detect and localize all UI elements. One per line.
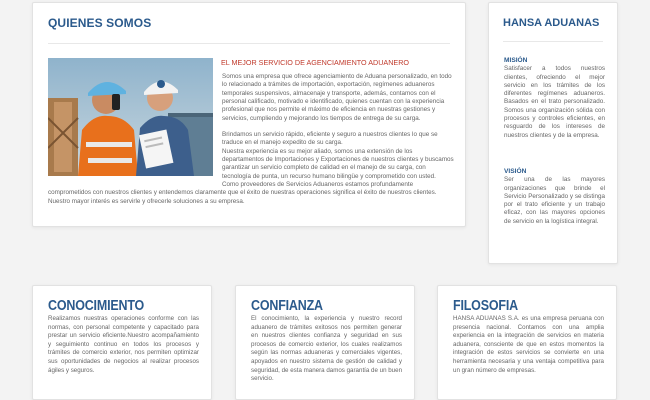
card-text: Realizamos nuestras operaciones conforme con las normas, con personal competente y capacitado para prestar un servicio eficiente.Nuestro acompañamiento y seguimiento continuo en todos los procesos y trámites de comercio exterior, nos permiten optimizar sus oportunidades de negocios al realizar procesos ágiles y seguros. bbox=[48, 315, 199, 374]
card-title: CONFIANZA bbox=[251, 298, 323, 314]
card-filosofia bbox=[437, 285, 617, 400]
vision-text: Ser una de las mayores organizaciones que brinde el Servicio Personalizado y se distinga por el trato eficiente y un trabajo eficaz, con las mayores opciones de servicio en la logística integral. bbox=[504, 176, 605, 225]
about-subtitle: EL MEJOR SERVICIO DE AGENCIAMIENTO ADUANERO bbox=[221, 58, 409, 67]
about-paragraph: Como proveedores de Servicios Aduaneros estamos profundamente comprometidos con nuestros clientes y entendemos claramente que el éxito de nuestras operaciones significa el éxito de nuestros clientes. Nuestro mayor interés es servirle y ofrecerle soluciones a su empresa. bbox=[48, 181, 437, 205]
about-title: QUIENES SOMOS bbox=[48, 16, 152, 30]
about-paragraph: Brindamos un servicio rápido, eficiente y seguro a nuestros clientes lo que se traduce en el manejo expedito de su carga. bbox=[222, 131, 438, 147]
card-title: CONOCIMIENTO bbox=[48, 298, 145, 314]
card-text: HANSA ADUANAS S.A. es una empresa peruana con presencia nacional. Contamos con una amplia experiencia en la integración de servicios en materia aduanera, consciente de que en estos momentos la integración de estos servicios se convierte en una herramienta necesaria y una ventaja competitiva para un gran número de empresas. bbox=[453, 315, 604, 374]
mision-block bbox=[504, 57, 605, 140]
mision-text: Satisfacer a todos nuestros clientes, ofreciendo el mejor servicio en los trámites de los diferentes regímenes aduaneros. Basados en el trato personalizado. Somos una organización sólida con procesos y controles eficientes, en resguardo de los intereses de nuestros clientes y de la empresa. bbox=[504, 65, 605, 139]
card-confianza bbox=[235, 285, 415, 400]
vision-block bbox=[504, 168, 605, 226]
mision-heading: MISIÓN bbox=[504, 57, 528, 64]
about-divider bbox=[48, 43, 450, 44]
about-panel bbox=[32, 2, 466, 227]
company-panel bbox=[488, 2, 618, 264]
company-divider bbox=[503, 41, 603, 42]
vision-heading: VISIÓN bbox=[504, 168, 527, 175]
card-text: El conocimiento, la experiencia y nuestro record aduanero de trámites exitosos nos permiten generar en nuestros clientes confianza y seguridad en sus procesos de comercio exterior, los cuales realizamos según las normas aduaneras y comerciales vigentes, apoyados en nuestro sistema de gestión de calidad y seguridad, de esta manera damos garantía de un buen servicio. bbox=[251, 315, 403, 383]
about-body bbox=[48, 73, 454, 206]
about-paragraph: Somos una empresa que ofrece agenciamiento de Aduana personalizado, en todo lo relacionado a trámites de importación, exportación, regímenes aduaneros temporales suspensivos, almacenaje y transporte, además, contamos con el personal calificado, motivado e identificado, quienes cuentan con la experiencia profesional que nos permite el máximo de eficiencia en nuestras gestiones y servicios, cumpliendo y mejorando los tiempos de entrega de su carga. bbox=[222, 73, 452, 122]
card-title: FILOSOFIA bbox=[453, 298, 518, 314]
card-conocimiento bbox=[32, 285, 212, 400]
about-paragraph: Nuestra experiencia es su mejor aliado, somos una extensión de los departamentos de Importaciones y Exportaciones de nuestros clientes y buscamos garantizar un servicio completo de calidad en el manejo de su carga, con tecnología de punta, un recurso humano bilingüe y comprometido con usted. bbox=[222, 147, 454, 180]
company-title: HANSA ADUANAS bbox=[503, 17, 600, 29]
